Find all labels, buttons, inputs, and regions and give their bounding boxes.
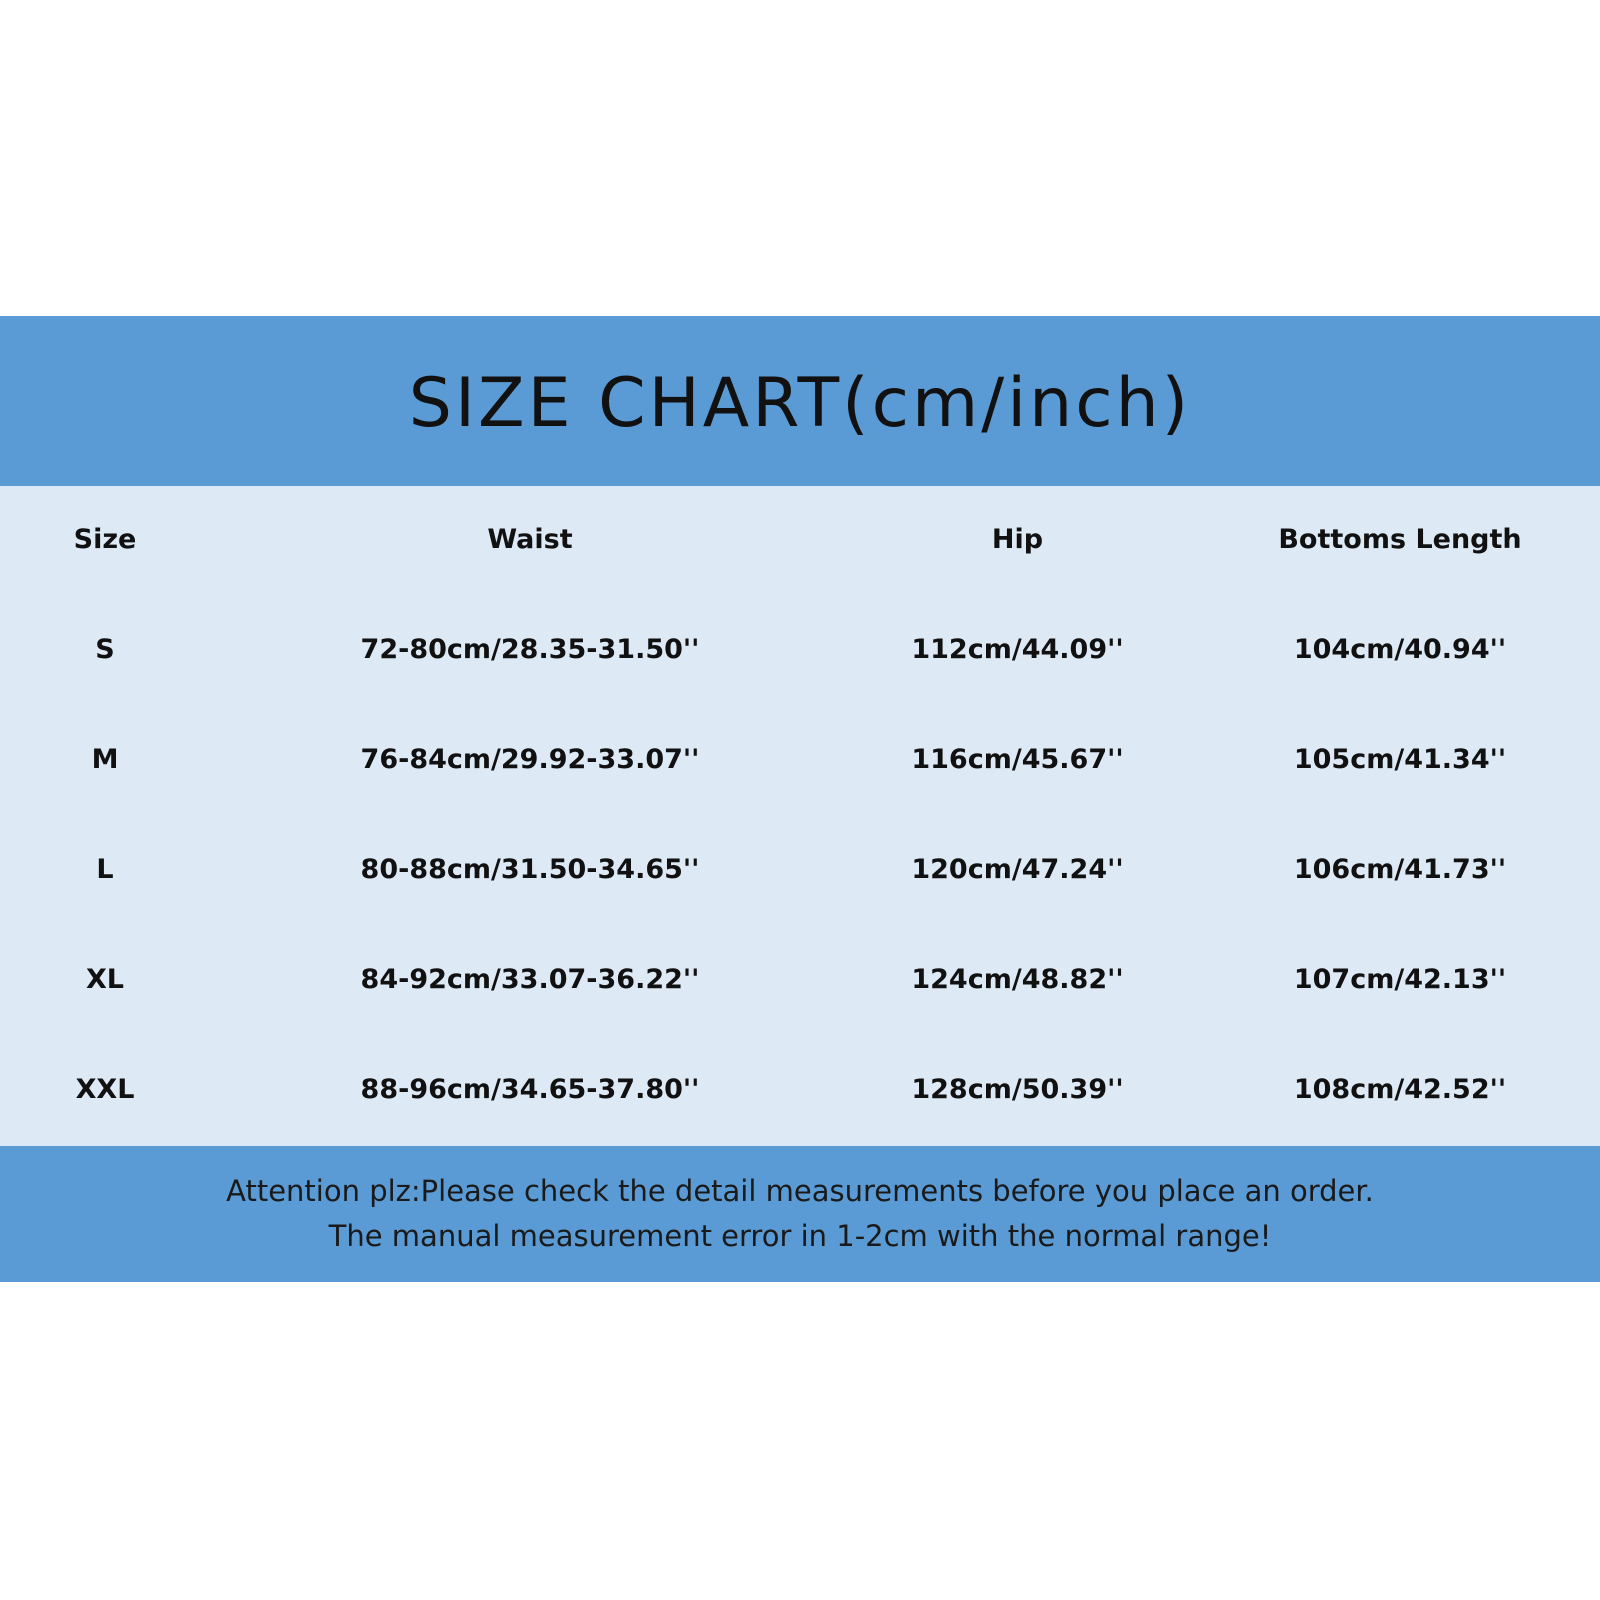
- hip-cell: 116cm/45.67'': [911, 744, 1124, 775]
- table-row: [0, 950, 1600, 1010]
- notice-line-2: The manual measurement error in 1-2cm with the normal range!: [328, 1219, 1272, 1253]
- notice-band: [0, 1146, 1600, 1282]
- size-cell: M: [91, 744, 119, 775]
- size-cell: S: [95, 634, 115, 665]
- table-row: [0, 730, 1600, 790]
- page-title: SIZE CHART(cm/inch): [408, 363, 1192, 443]
- header-size: Size: [73, 524, 137, 555]
- notice-line-1: Attention plz:Please check the detail measurements before you place an order.: [226, 1174, 1374, 1208]
- header-waist: Waist: [487, 524, 573, 555]
- bottoms-length-cell: 107cm/42.13'': [1293, 964, 1507, 995]
- size-table: [0, 486, 1600, 1146]
- hip-cell: 120cm/47.24'': [911, 854, 1124, 885]
- size-cell: XL: [85, 964, 125, 995]
- header-bottoms-length: Bottoms Length: [1278, 524, 1522, 555]
- bottoms-length-cell: 104cm/40.94'': [1293, 634, 1507, 665]
- hip-cell: 124cm/48.82'': [911, 964, 1124, 995]
- table-row: [0, 620, 1600, 680]
- waist-cell: 84-92cm/33.07-36.22'': [360, 964, 700, 995]
- waist-cell: 80-88cm/31.50-34.65'': [360, 854, 700, 885]
- bottoms-length-cell: 108cm/42.52'': [1293, 1074, 1507, 1105]
- bottoms-length-cell: 106cm/41.73'': [1293, 854, 1507, 885]
- title-band: [0, 316, 1600, 486]
- waist-cell: 72-80cm/28.35-31.50'': [360, 634, 700, 665]
- table-header-row: [0, 510, 1600, 570]
- table-row: [0, 1060, 1600, 1120]
- bottoms-length-cell: 105cm/41.34'': [1293, 744, 1507, 775]
- waist-cell: 76-84cm/29.92-33.07'': [360, 744, 700, 775]
- size-cell: L: [96, 854, 114, 885]
- header-hip: Hip: [991, 524, 1044, 555]
- hip-cell: 112cm/44.09'': [911, 634, 1124, 665]
- table-row: [0, 840, 1600, 900]
- waist-cell: 88-96cm/34.65-37.80'': [360, 1074, 700, 1105]
- size-cell: XXL: [75, 1074, 135, 1105]
- hip-cell: 128cm/50.39'': [911, 1074, 1124, 1105]
